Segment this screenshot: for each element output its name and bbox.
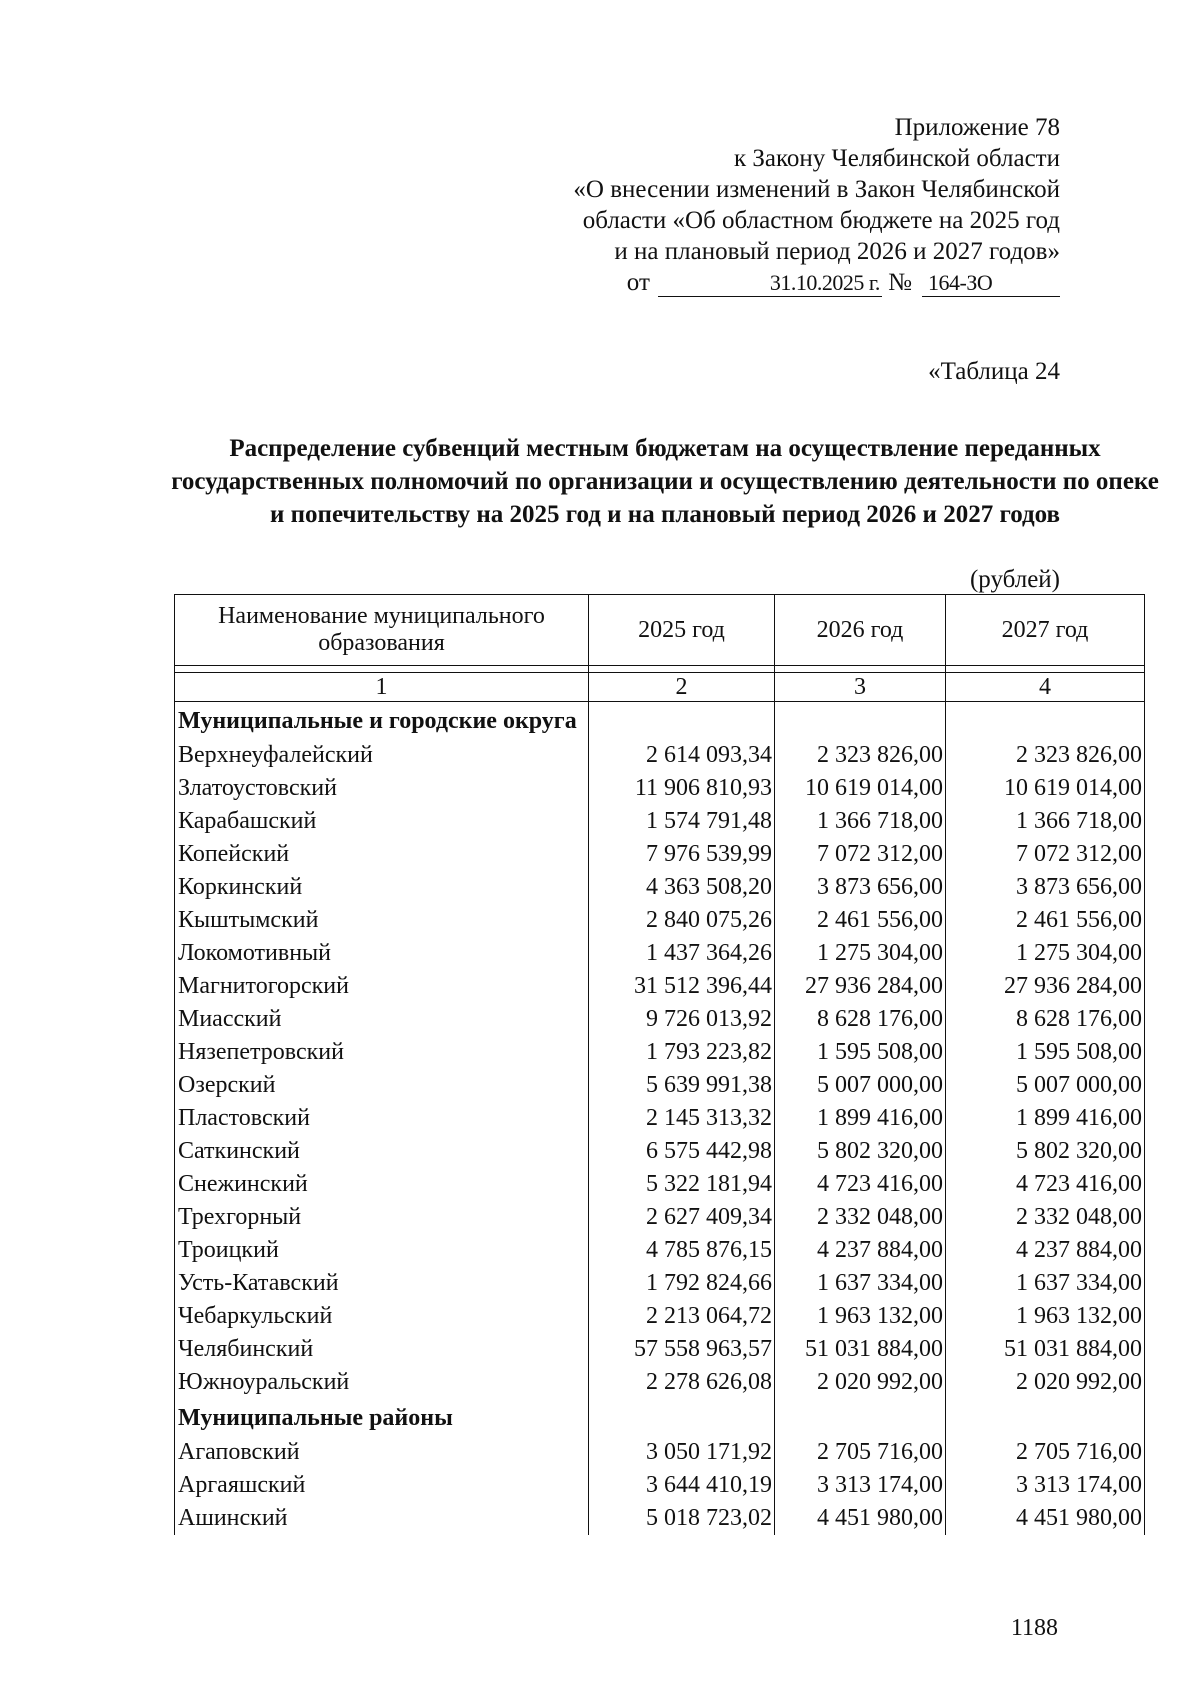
value-2025: 2 213 064,72	[589, 1300, 775, 1333]
empty-cell	[946, 702, 1145, 740]
group-name: Муниципальные районы	[175, 1399, 589, 1436]
value-2026: 1 595 508,00	[775, 1036, 946, 1069]
municipality-name: Магнитогорский	[175, 970, 589, 1003]
value-2025: 3 644 410,19	[589, 1469, 775, 1502]
table-label: «Таблица 24	[928, 358, 1060, 385]
table-row	[175, 1436, 1145, 1469]
municipality-name: Трехгорный	[175, 1201, 589, 1234]
table-row	[175, 772, 1145, 805]
value-2026: 4 451 980,00	[775, 1502, 946, 1535]
header-2026: 2026 год	[775, 595, 946, 666]
municipality-name: Челябинский	[175, 1333, 589, 1366]
value-2026: 2 020 992,00	[775, 1366, 946, 1399]
value-2025: 4 785 876,15	[589, 1234, 775, 1267]
column-number: 4	[946, 673, 1145, 702]
table-row	[175, 1102, 1145, 1135]
table-group-row	[175, 702, 1145, 740]
value-2026: 27 936 284,00	[775, 970, 946, 1003]
municipality-name: Ашинский	[175, 1502, 589, 1535]
value-2025: 1 792 824,66	[589, 1267, 775, 1300]
value-2025: 1 437 364,26	[589, 937, 775, 970]
value-2027: 5 802 320,00	[946, 1135, 1145, 1168]
municipality-name: Озерский	[175, 1069, 589, 1102]
municipality-name: Усть-Катавский	[175, 1267, 589, 1300]
appendix-line: области «Об областном бюджете на 2025 год	[582, 207, 1060, 234]
header-municipality: Наименование муниципального образования	[175, 595, 589, 666]
value-2026: 5 007 000,00	[775, 1069, 946, 1102]
value-2025: 5 639 991,38	[589, 1069, 775, 1102]
law-date-number	[360, 267, 1060, 298]
value-2025: 4 363 508,20	[589, 871, 775, 904]
value-2027: 4 723 416,00	[946, 1168, 1145, 1201]
empty-cell	[589, 1399, 775, 1436]
value-2026: 7 072 312,00	[775, 838, 946, 871]
table-row	[175, 904, 1145, 937]
municipality-name: Кыштымский	[175, 904, 589, 937]
appendix-line: к Закону Челябинской области	[734, 145, 1060, 172]
document-title: Распределение субвенций местным бюджетам на осуществление переданных государственных полномочий по организации и осуществлению деятельности по опеке и попечительству на 2025 год и на плановый период 2026 и 2027 годов	[171, 435, 1159, 528]
from-prefix: от	[626, 269, 650, 296]
law-number: 164-ЗО	[922, 270, 1060, 297]
value-2026: 2 705 716,00	[775, 1436, 946, 1469]
value-2026: 8 628 176,00	[775, 1003, 946, 1036]
municipality-name: Троицкий	[175, 1234, 589, 1267]
column-number: 1	[175, 673, 589, 702]
value-2027: 2 020 992,00	[946, 1366, 1145, 1399]
value-2027: 2 705 716,00	[946, 1436, 1145, 1469]
table-row	[175, 1135, 1145, 1168]
table-group-row	[175, 1399, 1145, 1436]
empty-cell	[946, 1399, 1145, 1436]
table-row	[175, 838, 1145, 871]
appendix-line: «О внесении изменений в Закон Челябинской	[573, 176, 1060, 203]
value-2025: 2 278 626,08	[589, 1366, 775, 1399]
value-2025: 1 574 791,48	[589, 805, 775, 838]
table-row	[175, 1333, 1145, 1366]
municipality-name: Нязепетровский	[175, 1036, 589, 1069]
header-spacer	[175, 666, 1145, 673]
appendix-line: Приложение 78	[894, 114, 1060, 141]
value-2026: 2 332 048,00	[775, 1201, 946, 1234]
empty-cell	[775, 1399, 946, 1436]
value-2025: 57 558 963,57	[589, 1333, 775, 1366]
table-row	[175, 970, 1145, 1003]
value-2026: 1 275 304,00	[775, 937, 946, 970]
law-date: 31.10.2025 г.	[658, 270, 882, 297]
value-2026: 10 619 014,00	[775, 772, 946, 805]
municipality-name: Снежинский	[175, 1168, 589, 1201]
municipality-name: Верхнеуфалейский	[175, 739, 589, 772]
column-number: 2	[589, 673, 775, 702]
value-2025: 6 575 442,98	[589, 1135, 775, 1168]
municipality-name: Златоустовский	[175, 772, 589, 805]
table-row	[175, 805, 1145, 838]
value-2027: 27 936 284,00	[946, 970, 1145, 1003]
table-row	[175, 1366, 1145, 1399]
municipality-name: Пластовский	[175, 1102, 589, 1135]
empty-cell	[589, 702, 775, 740]
value-2025: 3 050 171,92	[589, 1436, 775, 1469]
value-2027: 8 628 176,00	[946, 1003, 1145, 1036]
column-number: 3	[775, 673, 946, 702]
municipality-name: Чебаркульский	[175, 1300, 589, 1333]
municipality-name: Миасский	[175, 1003, 589, 1036]
value-2026: 3 873 656,00	[775, 871, 946, 904]
subventions-table	[174, 594, 1145, 1535]
value-2026: 5 802 320,00	[775, 1135, 946, 1168]
group-name: Муниципальные и городские округа	[175, 702, 589, 740]
municipality-name: Аргаяшский	[175, 1469, 589, 1502]
value-2025: 5 018 723,02	[589, 1502, 775, 1535]
table-header-row	[175, 595, 1145, 666]
value-2027: 10 619 014,00	[946, 772, 1145, 805]
value-2027: 4 451 980,00	[946, 1502, 1145, 1535]
value-2027: 4 237 884,00	[946, 1234, 1145, 1267]
value-2026: 3 313 174,00	[775, 1469, 946, 1502]
table-row	[175, 1036, 1145, 1069]
value-2026: 1 963 132,00	[775, 1300, 946, 1333]
value-2027: 3 873 656,00	[946, 871, 1145, 904]
table-row	[175, 937, 1145, 970]
value-2026: 4 723 416,00	[775, 1168, 946, 1201]
table-row	[175, 1069, 1145, 1102]
value-2025: 9 726 013,92	[589, 1003, 775, 1036]
value-2026: 1 366 718,00	[775, 805, 946, 838]
table-row	[175, 1168, 1145, 1201]
municipality-name: Коркинский	[175, 871, 589, 904]
value-2025: 31 512 396,44	[589, 970, 775, 1003]
value-2025: 7 976 539,99	[589, 838, 775, 871]
table-row	[175, 739, 1145, 772]
value-2026: 1 899 416,00	[775, 1102, 946, 1135]
value-2026: 2 461 556,00	[775, 904, 946, 937]
appendix-header	[360, 112, 1060, 298]
value-2025: 11 906 810,93	[589, 772, 775, 805]
municipality-name: Копейский	[175, 838, 589, 871]
value-2026: 51 031 884,00	[775, 1333, 946, 1366]
empty-cell	[775, 702, 946, 740]
value-2026: 4 237 884,00	[775, 1234, 946, 1267]
table-row	[175, 1502, 1145, 1535]
number-prefix: №	[888, 269, 912, 296]
value-2025: 2 840 075,26	[589, 904, 775, 937]
value-2027: 1 637 334,00	[946, 1267, 1145, 1300]
value-2027: 1 595 508,00	[946, 1036, 1145, 1069]
unit-label: (рублей)	[969, 566, 1060, 593]
value-2026: 2 323 826,00	[775, 739, 946, 772]
value-2026: 1 637 334,00	[775, 1267, 946, 1300]
header-2025: 2025 год	[589, 595, 775, 666]
value-2025: 5 322 181,94	[589, 1168, 775, 1201]
municipality-name: Агаповский	[175, 1436, 589, 1469]
value-2027: 2 332 048,00	[946, 1201, 1145, 1234]
table-row	[175, 1234, 1145, 1267]
value-2027: 2 461 556,00	[946, 904, 1145, 937]
column-number-row	[175, 673, 1145, 702]
value-2027: 5 007 000,00	[946, 1069, 1145, 1102]
table-row	[175, 1267, 1145, 1300]
table-body	[175, 702, 1145, 1536]
value-2027: 51 031 884,00	[946, 1333, 1145, 1366]
value-2027: 1 963 132,00	[946, 1300, 1145, 1333]
value-2027: 7 072 312,00	[946, 838, 1145, 871]
value-2025: 1 793 223,82	[589, 1036, 775, 1069]
value-2025: 2 614 093,34	[589, 739, 775, 772]
municipality-name: Локомотивный	[175, 937, 589, 970]
table-row	[175, 871, 1145, 904]
value-2027: 1 275 304,00	[946, 937, 1145, 970]
value-2027: 3 313 174,00	[946, 1469, 1145, 1502]
page-number: 1188	[1010, 1615, 1058, 1641]
table-row	[175, 1201, 1145, 1234]
value-2025: 2 627 409,34	[589, 1201, 775, 1234]
appendix-line: и на плановый период 2026 и 2027 годов»	[614, 238, 1060, 265]
value-2027: 2 323 826,00	[946, 739, 1145, 772]
table-row	[175, 1469, 1145, 1502]
municipality-name: Саткинский	[175, 1135, 589, 1168]
value-2025: 2 145 313,32	[589, 1102, 775, 1135]
municipality-name: Южноуральский	[175, 1366, 589, 1399]
value-2027: 1 899 416,00	[946, 1102, 1145, 1135]
table-row	[175, 1003, 1145, 1036]
municipality-name: Карабашский	[175, 805, 589, 838]
header-2027: 2027 год	[946, 595, 1145, 666]
table-row	[175, 1300, 1145, 1333]
value-2027: 1 366 718,00	[946, 805, 1145, 838]
